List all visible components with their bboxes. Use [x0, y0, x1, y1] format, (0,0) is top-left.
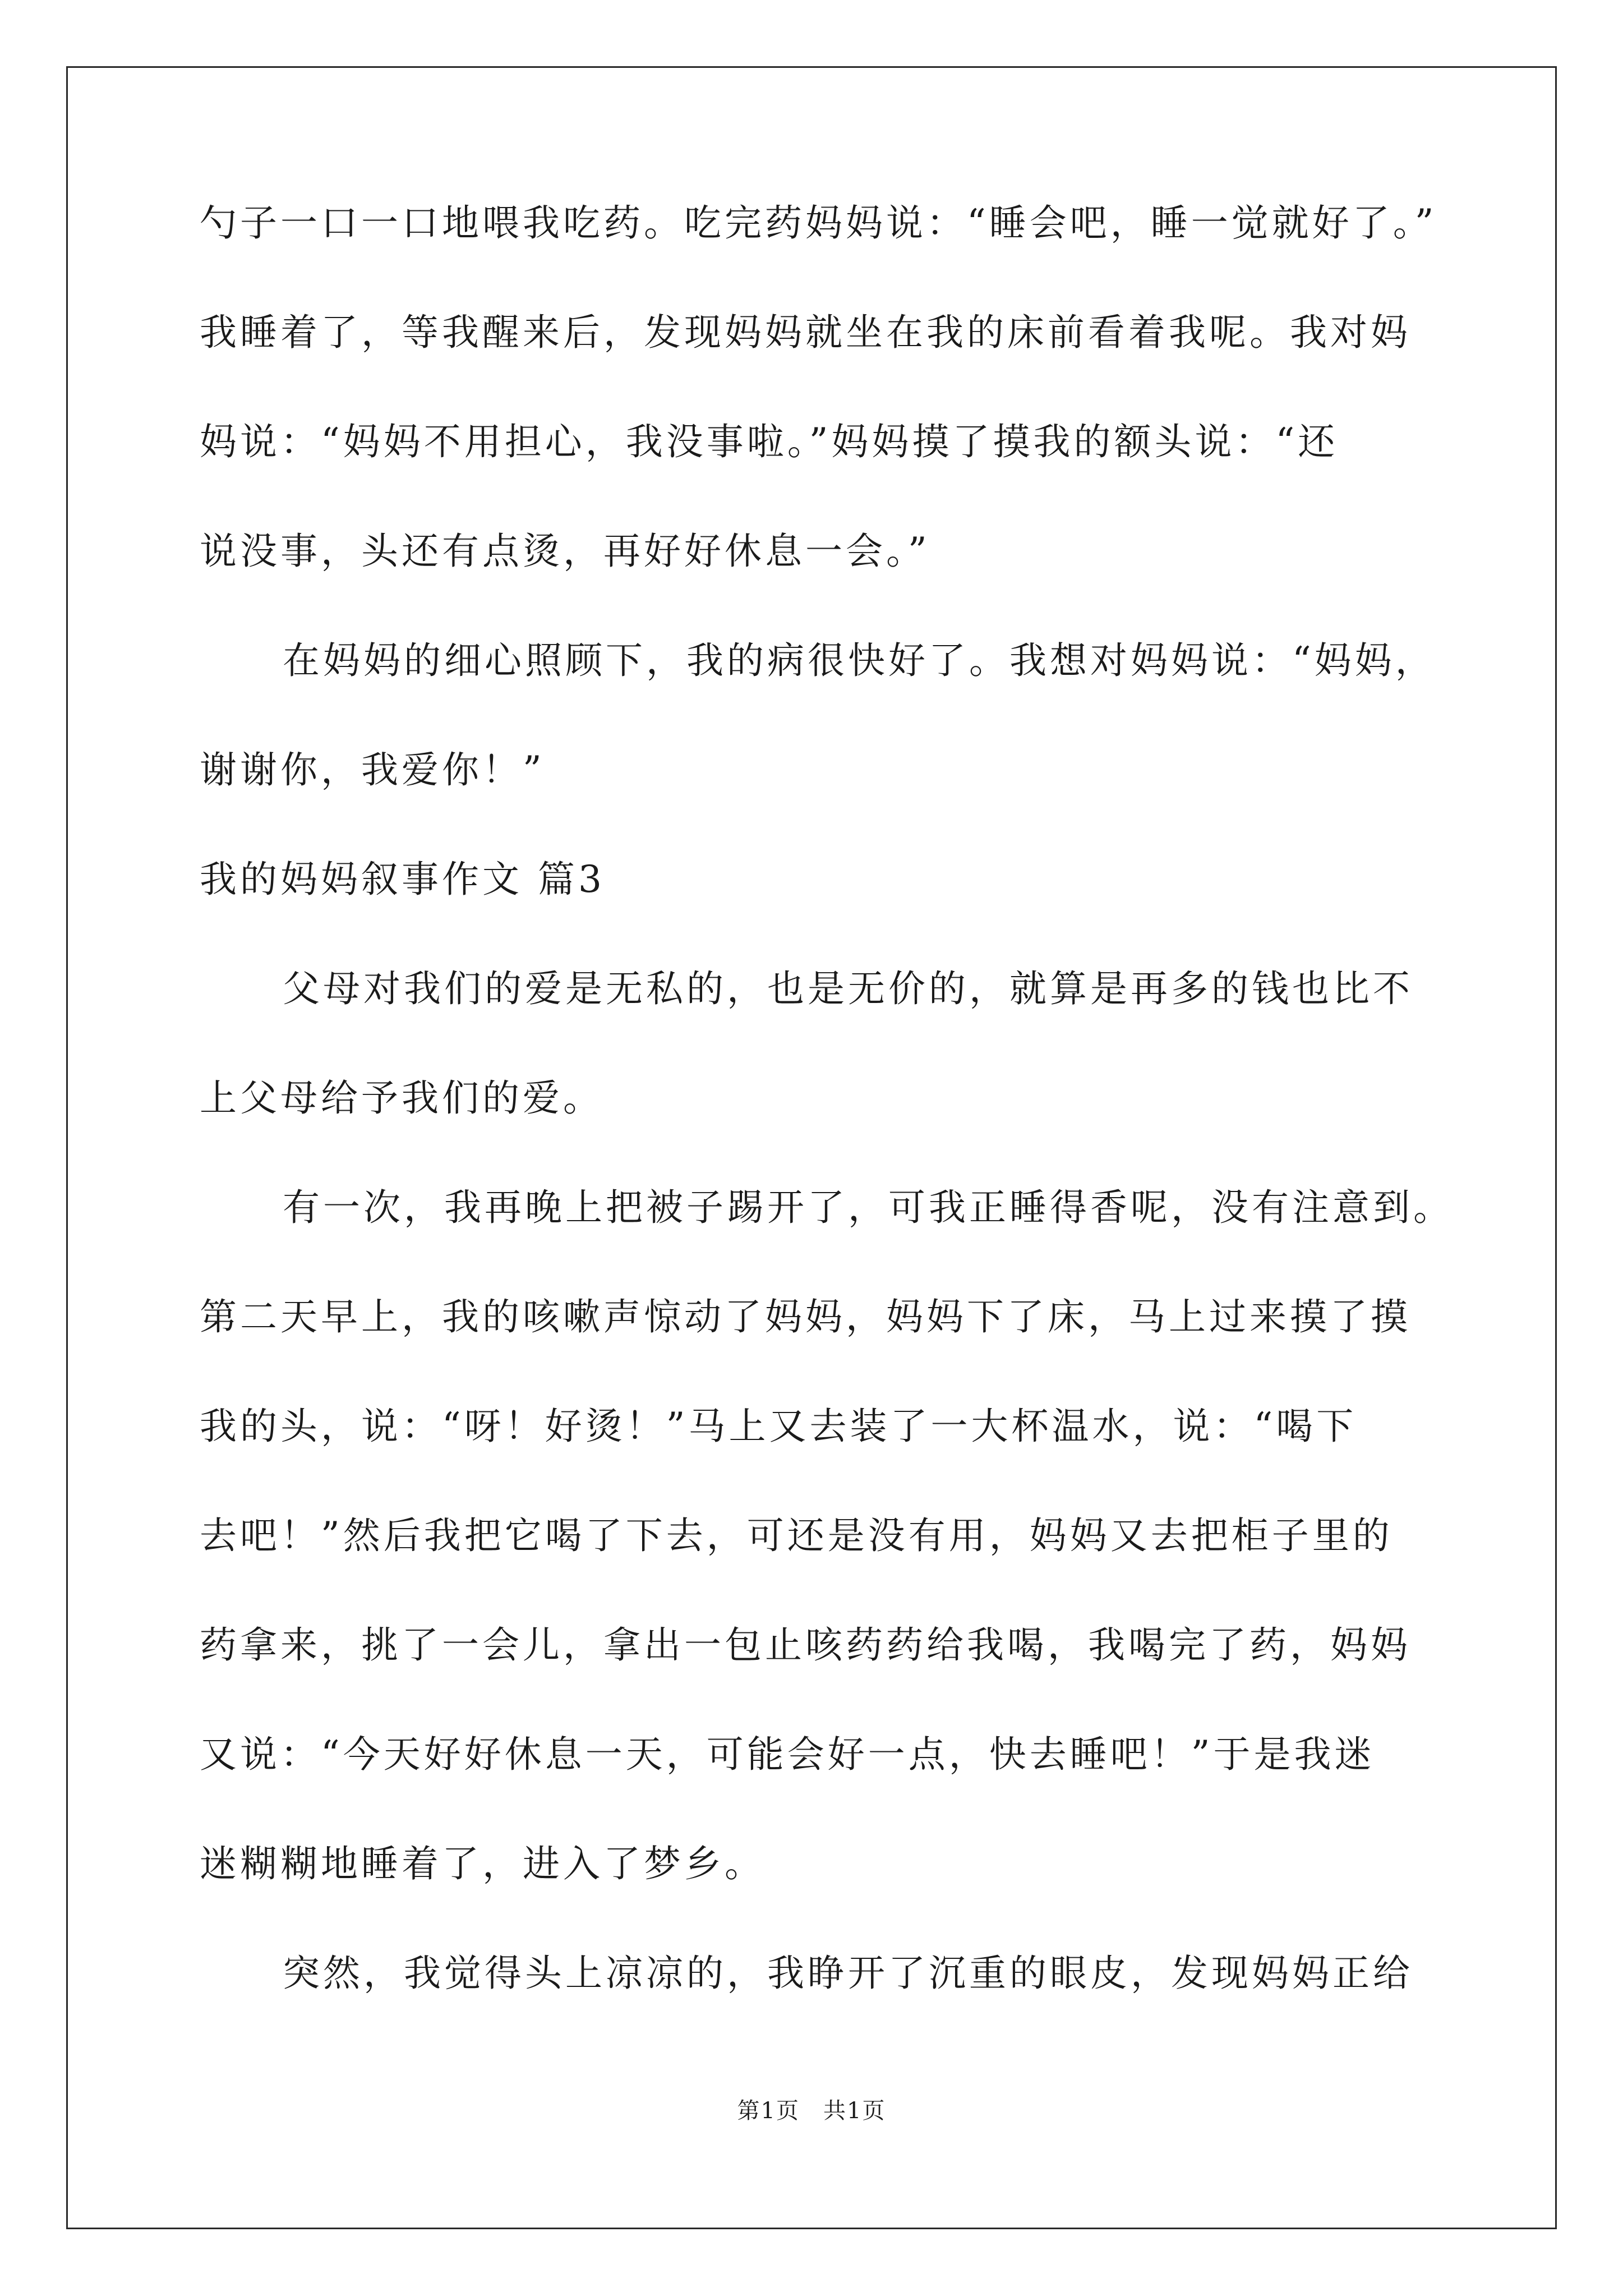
paragraph-line: 有一次，我再晚上把被子踢开了，可我正睡得香呢，没有注意到。: [283, 1186, 1454, 1229]
paragraph-line: 突然，我觉得头上凉凉的，我睁开了沉重的眼皮，发现妈妈正给: [283, 1952, 1413, 1995]
paragraph-line: 父母对我们的爱是无私的，也是无价的，就算是再多的钱也比不: [283, 967, 1413, 1010]
paragraph-line: 说没事，头还有点烫，再好好休息一会。”: [200, 530, 930, 573]
page-border: [66, 66, 1557, 2229]
paragraph-line: 迷糊糊地睡着了，进入了梦乡。: [200, 1842, 765, 1885]
section-heading: 我的妈妈叙事作文 篇3: [200, 858, 605, 901]
paragraph-line: 第二天早上，我的咳嗽声惊动了妈妈，妈妈下了床，马上过来摸了摸: [200, 1295, 1411, 1338]
paragraph-line: 药拿来，挑了一会儿，拿出一包止咳药药给我喝，我喝完了药，妈妈: [200, 1623, 1411, 1667]
paragraph-line: 又说：“今天好好休息一天，可能会好一点，快去睡吧！”于是我迷: [200, 1733, 1375, 1776]
paragraph-line: 妈说：“妈妈不用担心，我没事啦。”妈妈摸了摸我的额头说：“还: [200, 420, 1339, 463]
paragraph-line: 谢谢你，我爱你！”: [200, 748, 545, 792]
paragraph-line: 在妈妈的细心照顾下，我的病很快好了。我想对妈妈说：“妈妈，: [283, 639, 1436, 682]
paragraph-line: 勺子一口一口地喂我吃药。吃完药妈妈说：“睡会吧，睡一觉就好了。”: [200, 201, 1437, 245]
paragraph-line: 我的头，说：“呀！好烫！”马上又去装了一大杯温水，说：“喝下: [200, 1405, 1357, 1448]
paragraph-line: 去吧！”然后我把它喝了下去，可还是没有用，妈妈又去把柜子里的: [200, 1514, 1393, 1557]
paragraph-line: 上父母给予我们的爱。: [200, 1076, 603, 1120]
paragraph-line: 我睡着了，等我醒来后，发现妈妈就坐在我的床前看着我呢。我对妈: [200, 311, 1411, 354]
page-footer: 第1页 共1页: [737, 2098, 886, 2124]
